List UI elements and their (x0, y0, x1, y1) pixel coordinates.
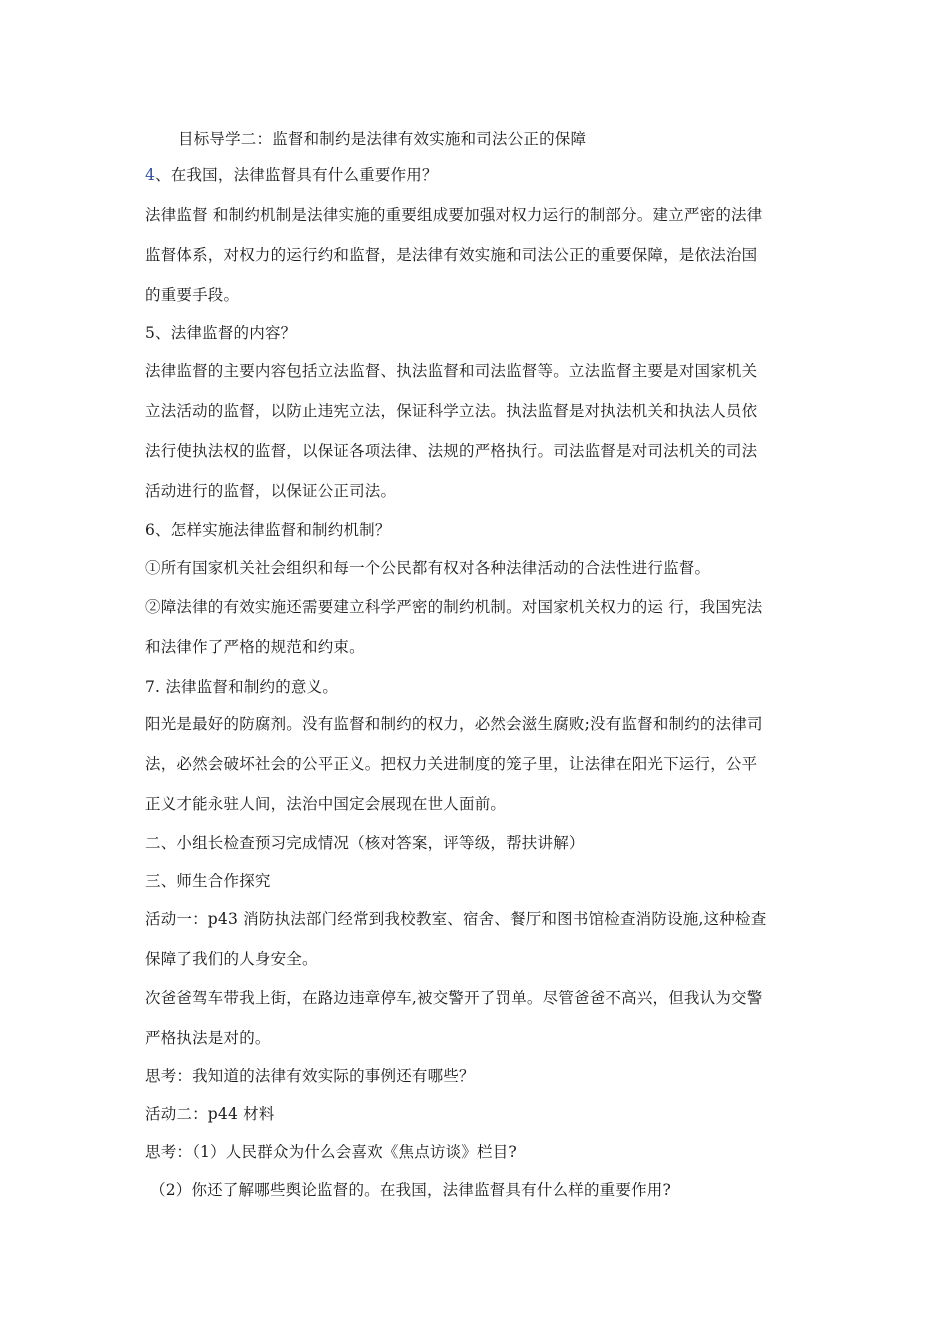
answer-5-line-2: 立法活动的监督，以防止违宪立法，保证科学立法。执法监督是对执法机关和执法人员依 (145, 402, 758, 420)
section-heading: 目标导学二：监督和制约是法律有效实施和司法公正的保障 (178, 130, 587, 148)
question-6: 6、怎样实施法律监督和制约机制？ (145, 521, 391, 539)
question-4 (145, 165, 815, 185)
think-question-3: （2）你还了解哪些舆论监督的。在我国，法律监督具有什么样的重要作用? (150, 1181, 671, 1199)
think-question-1: 思考：我知道的法律有效实际的事例还有哪些？ (145, 1067, 475, 1085)
section-two-heading: 二、小组长检查预习完成情况（核对答案，评等级，帮扶讲解） (145, 834, 585, 852)
answer-5-line-1: 法律监督的主要内容包括立法监督、执法监督和司法监督等。立法监督主要是对国家机关 (145, 362, 758, 380)
activity-1-line-4: 严格执法是对的。 (145, 1029, 271, 1047)
activity-1-line-1: 活动一：p43 消防执法部门经常到我校教室、宿舍、餐厅和图书馆检查消防设施,这种检查 (145, 910, 767, 928)
section-three-heading: 三、师生合作探究 (145, 872, 271, 890)
think-question-2: 思考：（1）人民群众为什么会喜欢《焦点访谈》栏目? (145, 1143, 517, 1161)
question-7: 7. 法律监督和制约的意义。 (145, 678, 339, 696)
question-4-number: 4 (145, 166, 156, 184)
answer-5-line-4: 活动进行的监督，以保证公正司法。 (145, 482, 397, 500)
activity-1-line-2: 保障了我们的人身安全。 (145, 950, 318, 968)
activity-2-heading: 活动二：p44 材料 (145, 1105, 275, 1123)
answer-7-line-2: 法，必然会破坏社会的公平正义。把权力关进制度的笼子里，让法律在阳光下运行，公平 (145, 755, 758, 773)
answer-4-line-3: 的重要手段。 (145, 286, 240, 304)
answer-4-line-2: 监督体系，对权力的运行约和监督，是法律有效实施和司法公正的重要保障，是依法治国 (145, 246, 758, 264)
answer-7-line-1: 阳光是最好的防腐剂。没有监督和制约的权力，必然会滋生腐败;没有监督和制约的法律司 (145, 715, 763, 733)
answer-6-line-2: ②障法律的有效实施还需要建立科学严密的制约机制。对国家机关权力的运 行，我国宪法 (145, 598, 763, 616)
question-5: 5、法律监督的内容？ (145, 324, 297, 342)
question-4-text: 、在我国，法律监督具有什么重要作用？ (155, 166, 438, 184)
answer-6-line-3: 和法律作了严格的规范和约束。 (145, 638, 365, 656)
answer-7-line-3: 正义才能永驻人间，法治中国定会展现在世人面前。 (145, 795, 507, 813)
answer-5-line-3: 法行使执法权的监督，以保证各项法律、法规的严格执行。司法监督是对司法机关的司法 (145, 442, 758, 460)
answer-6-line-1: ①所有国家机关社会组织和每一个公民都有权对各种法律活动的合法性进行监督。 (145, 559, 711, 577)
answer-4-line-1: 法律监督 和制约机制是法律实施的重要组成要加强对权力运行的制部分。建立严密的法律 (145, 206, 763, 224)
activity-1-line-3: 次爸爸驾车带我上街，在路边违章停车,被交警开了罚单。尽管爸爸不高兴，但我认为交警 (145, 989, 763, 1007)
